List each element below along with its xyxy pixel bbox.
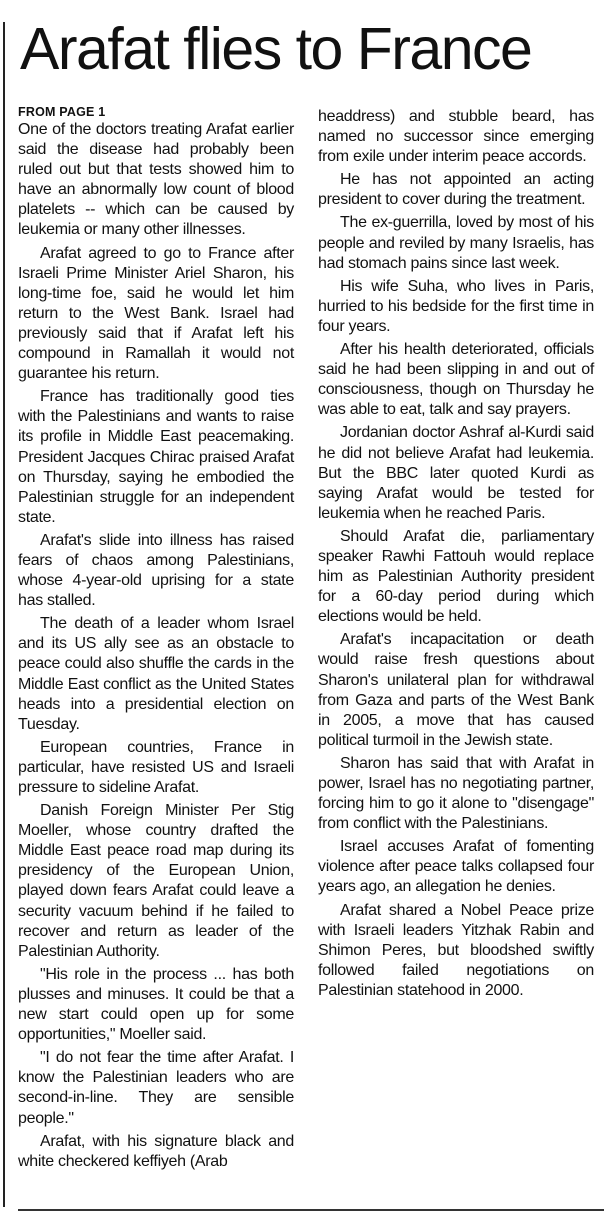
paragraph: Arafat shared a Nobel Peace prize with Israeli leaders Yitzhak Rabin and Shimon Peres, but bloodshed swiftly followed failed negotiations on Palestinian statehood in 2000. bbox=[318, 901, 594, 999]
paragraph: "His role in the process ... has both plusses and minuses. It could be that a new start could open up for some opportunities," Moeller said. bbox=[18, 965, 294, 1044]
paragraph: Jordanian doctor Ashraf al-Kurdi said he did not believe Arafat had leukemia. But the BBC later quoted Kurdi as saying Arafat would be tested for leukemia when he reached Paris. bbox=[318, 424, 594, 522]
paragraph: Danish Foreign Minister Per Stig Moeller, whose country drafted the Middle East peace road map during its presidency of the European Union, played down fears Arafat could leave a security vacuum behind if he failed to recover and return as leader of the Palestinian Authority. bbox=[18, 802, 294, 960]
headline: Arafat flies to France bbox=[20, 16, 532, 82]
paragraph: Sharon has said that with Arafat in power, Israel has no negotiating partner, forcing him to go it alone to "disengage" from conflict with the Palestinians. bbox=[318, 754, 594, 833]
paragraph: Arafat, with his signature black and white checkered keffiyeh (Arab bbox=[18, 1132, 294, 1170]
paragraph: "I do not fear the time after Arafat. I know the Palestinian leaders who are second-in-line. They are sensible people." bbox=[18, 1049, 294, 1127]
paragraph: After his health deteriorated, officials said he had been slipping in and out of consciousness, though on Thursday he was able to eat, talk and say prayers. bbox=[318, 341, 594, 419]
article-column-right bbox=[318, 107, 594, 1001]
paragraph: Arafat's incapacitation or death would raise fresh questions about Sharon's unilateral plan for withdrawal from Gaza and parts of the West Bank in 2005, a move that has caused political turmoil in the Jewish state. bbox=[318, 631, 594, 749]
paragraph: Israel accuses Arafat of fomenting violence after peace talks collapsed four years ago, an allegation he denies. bbox=[318, 838, 594, 896]
paragraph: headdress) and stubble beard, has named no successor since emerging from exile under interim peace accords. bbox=[318, 108, 594, 166]
paragraph: He has not appointed an acting president to cover during the treatment. bbox=[318, 171, 594, 209]
paragraph: France has traditionally good ties with the Palestinians and wants to raise its profile in Middle East peacemaking. President Jacques Chirac praised Arafat on Thursday, saying he embodied the Palestinian struggle for an independent state. bbox=[18, 388, 294, 526]
paragraph: Arafat agreed to go to France after Israeli Prime Minister Ariel Sharon, his long-time foe, said he would let him return to the West Bank. Israel had previously said that if Arafat left his compound in Ramallah it would not guarantee his return. bbox=[18, 244, 294, 383]
paragraph: Should Arafat die, parliamentary speaker Rawhi Fattouh would replace him as Palestinian Authority president for a 60-day period during which elections would be held. bbox=[318, 527, 594, 626]
paragraph: Arafat's slide into illness has raised fears of chaos among Palestinians, whose 4-year-old uprising for a state has stalled. bbox=[18, 531, 294, 610]
paragraph: European countries, France in particular, have resisted US and Israeli pressure to sideline Arafat. bbox=[18, 738, 294, 796]
paragraph: His wife Suha, who lives in Paris, hurried to his bedside for the first time in four years. bbox=[318, 277, 594, 335]
kicker: FROM PAGE 1 bbox=[18, 105, 106, 119]
article-column-left bbox=[18, 104, 294, 1172]
paragraph: One of the doctors treating Arafat earlier said the disease had probably been ruled out but that tests showed him to have an abnormally low count of blood platelets -- which can be caused by leukemia or many other illnesses. bbox=[18, 121, 294, 239]
column-rule bbox=[3, 22, 5, 1207]
paragraph: The ex-guerrilla, loved by most of his people and reviled by many Israelis, has had stomach pains since last week. bbox=[318, 214, 594, 272]
bottom-rule bbox=[18, 1209, 604, 1211]
paragraph: The death of a leader whom Israel and its US ally see as an obstacle to peace could also shuffle the cards in the Middle East conflict as the United States heads into a presidential election on Tuesday. bbox=[18, 615, 294, 733]
